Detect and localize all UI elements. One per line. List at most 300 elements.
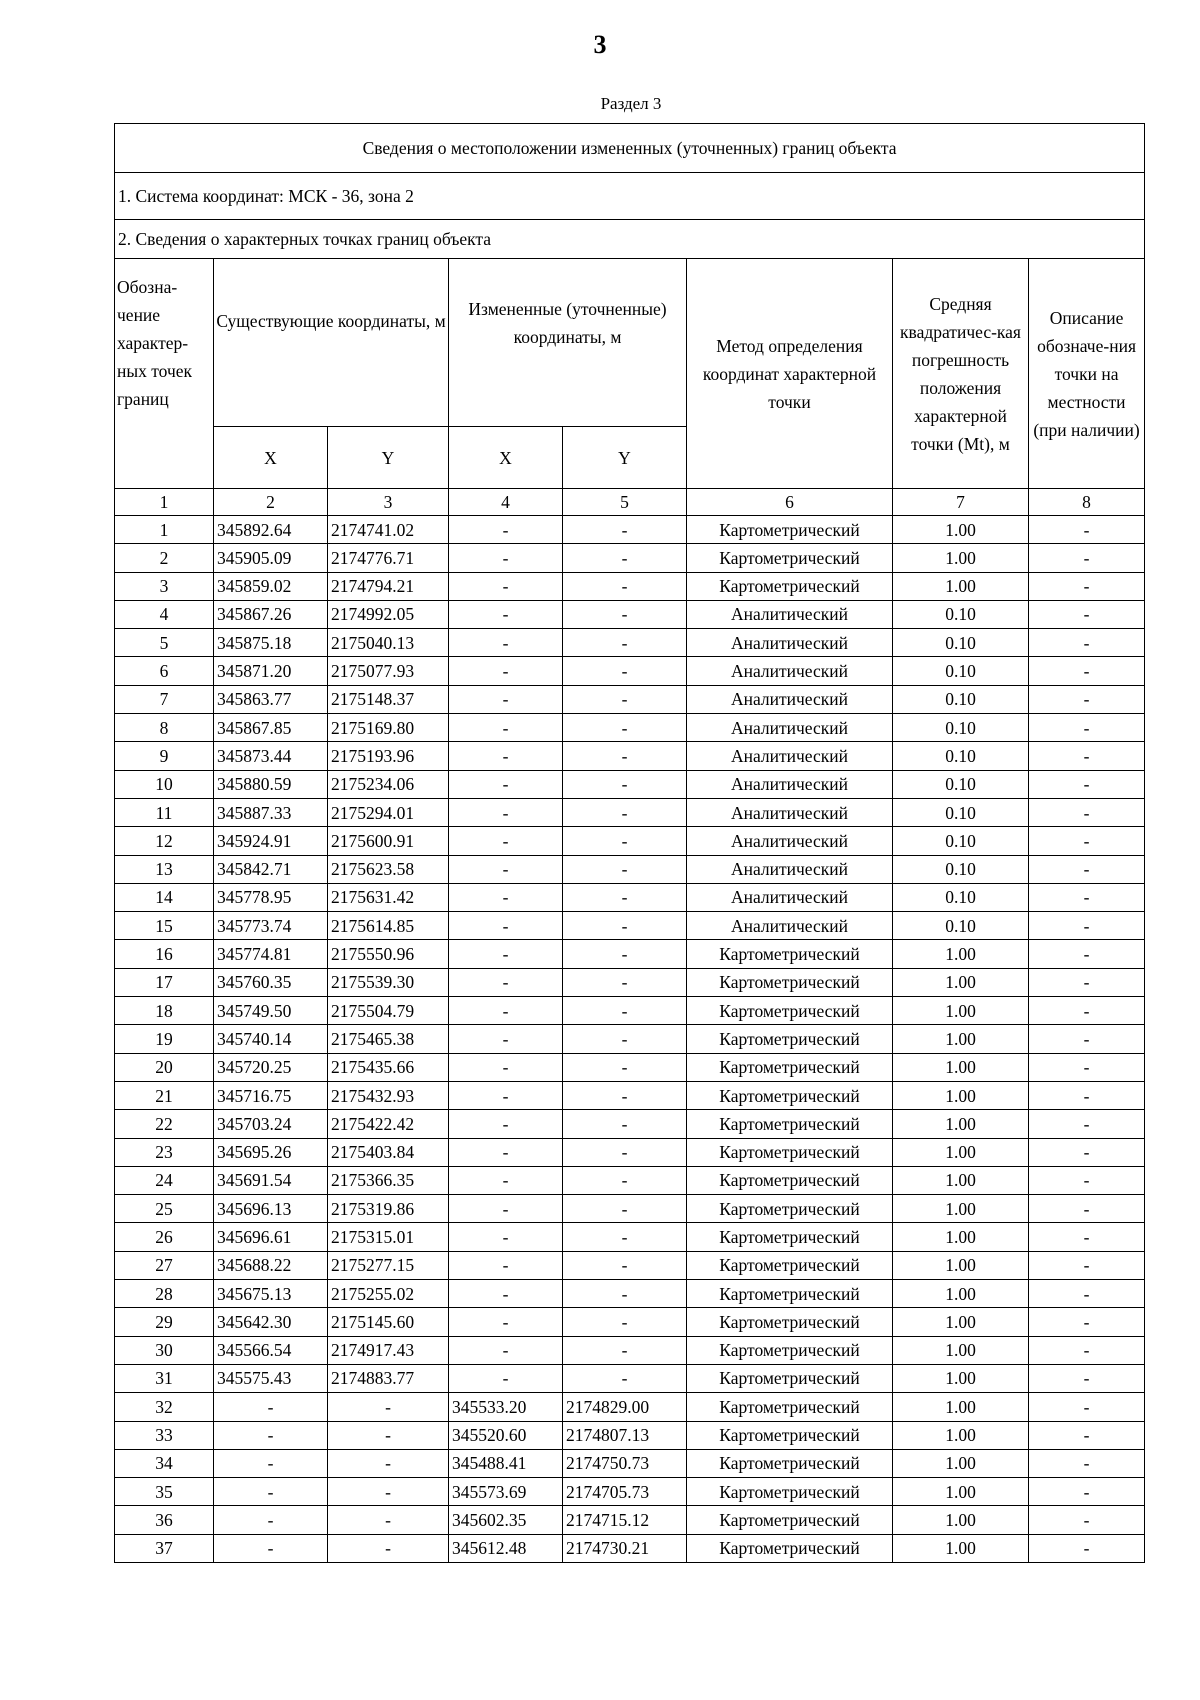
existing-y: 2175315.01	[328, 1223, 449, 1251]
mean-error: 0.10	[893, 770, 1029, 798]
changed-y: -	[563, 1081, 687, 1109]
existing-x: 345871.20	[214, 657, 328, 685]
changed-x: -	[449, 1280, 563, 1308]
changed-y: -	[563, 516, 687, 544]
table-row	[115, 798, 1145, 826]
existing-y: 2175465.38	[328, 1025, 449, 1053]
changed-x: -	[449, 883, 563, 911]
existing-x: -	[214, 1393, 328, 1421]
header-changed-coordinates: Измененные (уточненные) координаты, м	[449, 259, 687, 427]
description: -	[1029, 572, 1145, 600]
existing-y: 2175600.91	[328, 827, 449, 855]
table-row	[115, 1138, 1145, 1166]
point-id: 22	[115, 1110, 214, 1138]
description: -	[1029, 544, 1145, 572]
point-id: 29	[115, 1308, 214, 1336]
description: -	[1029, 827, 1145, 855]
changed-y: 2174750.73	[563, 1449, 687, 1477]
existing-x: 345740.14	[214, 1025, 328, 1053]
column-number-row	[115, 489, 1145, 516]
header-existing-coordinates: Существующие координаты, м	[214, 259, 449, 427]
table-row	[115, 714, 1145, 742]
mean-error: 1.00	[893, 1336, 1029, 1364]
existing-y: 2174992.05	[328, 600, 449, 628]
table-row	[115, 1393, 1145, 1421]
point-id: 18	[115, 997, 214, 1025]
point-id: 1	[115, 516, 214, 544]
point-id: 6	[115, 657, 214, 685]
changed-x: -	[449, 1166, 563, 1194]
point-id: 12	[115, 827, 214, 855]
existing-y: -	[328, 1421, 449, 1449]
existing-y: 2174794.21	[328, 572, 449, 600]
table-row	[115, 1223, 1145, 1251]
method: Картометрический	[687, 1534, 893, 1562]
description: -	[1029, 1364, 1145, 1392]
table-row	[115, 600, 1145, 628]
mean-error: 1.00	[893, 1280, 1029, 1308]
existing-y: 2175539.30	[328, 968, 449, 996]
point-id: 35	[115, 1478, 214, 1506]
existing-y: 2175277.15	[328, 1251, 449, 1279]
table-row	[115, 1081, 1145, 1109]
existing-y: 2175623.58	[328, 855, 449, 883]
header-error: Средняя квадратичес-кая погрешность положения характерной точки (Mt), м	[893, 259, 1029, 489]
mean-error: 1.00	[893, 1393, 1029, 1421]
point-id: 36	[115, 1506, 214, 1534]
mean-error: 0.10	[893, 883, 1029, 911]
existing-x: -	[214, 1534, 328, 1562]
point-id: 32	[115, 1393, 214, 1421]
method: Картометрический	[687, 544, 893, 572]
existing-y: 2175631.42	[328, 883, 449, 911]
changed-y: -	[563, 1308, 687, 1336]
point-id: 3	[115, 572, 214, 600]
description: -	[1029, 1110, 1145, 1138]
column-number: 1	[115, 489, 214, 516]
changed-x: 345488.41	[449, 1449, 563, 1477]
description: -	[1029, 1138, 1145, 1166]
description: -	[1029, 629, 1145, 657]
method: Картометрический	[687, 1449, 893, 1477]
column-number: 8	[1029, 489, 1145, 516]
table-row	[115, 883, 1145, 911]
description: -	[1029, 940, 1145, 968]
description: -	[1029, 742, 1145, 770]
changed-x: -	[449, 1223, 563, 1251]
changed-x: -	[449, 1195, 563, 1223]
description: -	[1029, 1081, 1145, 1109]
mean-error: 1.00	[893, 997, 1029, 1025]
point-id: 20	[115, 1053, 214, 1081]
changed-x: 345533.20	[449, 1393, 563, 1421]
table-row	[115, 912, 1145, 940]
changed-x: -	[449, 1308, 563, 1336]
existing-y: 2175234.06	[328, 770, 449, 798]
mean-error: 1.00	[893, 1534, 1029, 1562]
changed-x: -	[449, 855, 563, 883]
existing-y: 2175148.37	[328, 685, 449, 713]
column-number: 5	[563, 489, 687, 516]
method: Картометрический	[687, 1025, 893, 1053]
point-id: 37	[115, 1534, 214, 1562]
column-number: 4	[449, 489, 563, 516]
description: -	[1029, 1506, 1145, 1534]
table-row	[115, 1449, 1145, 1477]
description: -	[1029, 1280, 1145, 1308]
table-row	[115, 516, 1145, 544]
method: Аналитический	[687, 657, 893, 685]
changed-x: 345612.48	[449, 1534, 563, 1562]
changed-x: -	[449, 827, 563, 855]
table-row	[115, 544, 1145, 572]
table-title: Сведения о местоположении измененных (уточненных) границ объекта	[115, 124, 1145, 173]
changed-x: -	[449, 1025, 563, 1053]
mean-error: 1.00	[893, 1251, 1029, 1279]
changed-y: -	[563, 1025, 687, 1053]
table-row	[115, 968, 1145, 996]
changed-y: -	[563, 997, 687, 1025]
changed-y: -	[563, 912, 687, 940]
changed-y: -	[563, 1364, 687, 1392]
method: Картометрический	[687, 1195, 893, 1223]
point-id: 23	[115, 1138, 214, 1166]
table-row	[115, 1308, 1145, 1336]
existing-x: 345675.13	[214, 1280, 328, 1308]
existing-y: -	[328, 1393, 449, 1421]
mean-error: 1.00	[893, 516, 1029, 544]
description: -	[1029, 1449, 1145, 1477]
changed-y: -	[563, 1223, 687, 1251]
description: -	[1029, 600, 1145, 628]
method: Картометрический	[687, 1138, 893, 1166]
changed-y: -	[563, 883, 687, 911]
header-y-changed: Y	[563, 427, 687, 489]
existing-x: 345924.91	[214, 827, 328, 855]
coordinate-system: 1. Система координат: МСК - 36, зона 2	[115, 173, 1145, 220]
method: Аналитический	[687, 798, 893, 826]
changed-x: -	[449, 629, 563, 657]
method: Картометрический	[687, 1081, 893, 1109]
table-row	[115, 1251, 1145, 1279]
existing-x: 345691.54	[214, 1166, 328, 1194]
changed-y: -	[563, 685, 687, 713]
existing-y: -	[328, 1534, 449, 1562]
changed-y: -	[563, 544, 687, 572]
changed-y: -	[563, 572, 687, 600]
description: -	[1029, 798, 1145, 826]
column-number: 2	[214, 489, 328, 516]
point-id: 17	[115, 968, 214, 996]
point-id: 15	[115, 912, 214, 940]
mean-error: 0.10	[893, 798, 1029, 826]
changed-y: -	[563, 798, 687, 826]
existing-x: -	[214, 1421, 328, 1449]
existing-x: 345863.77	[214, 685, 328, 713]
existing-y: 2175422.42	[328, 1110, 449, 1138]
mean-error: 1.00	[893, 1081, 1029, 1109]
method: Аналитический	[687, 770, 893, 798]
table-row	[115, 629, 1145, 657]
existing-y: 2174776.71	[328, 544, 449, 572]
changed-x: -	[449, 1110, 563, 1138]
changed-y: 2174715.12	[563, 1506, 687, 1534]
existing-y: 2175432.93	[328, 1081, 449, 1109]
point-id: 11	[115, 798, 214, 826]
mean-error: 1.00	[893, 1364, 1029, 1392]
method: Аналитический	[687, 912, 893, 940]
point-id: 4	[115, 600, 214, 628]
existing-x: 345688.22	[214, 1251, 328, 1279]
point-id: 13	[115, 855, 214, 883]
section-label: Раздел 3	[600, 94, 662, 113]
changed-y: -	[563, 1195, 687, 1223]
changed-y: 2174730.21	[563, 1534, 687, 1562]
method: Картометрический	[687, 1506, 893, 1534]
mean-error: 1.00	[893, 1223, 1029, 1251]
existing-y: 2175193.96	[328, 742, 449, 770]
existing-x: 345880.59	[214, 770, 328, 798]
existing-x: 345778.95	[214, 883, 328, 911]
method: Картометрический	[687, 1110, 893, 1138]
mean-error: 1.00	[893, 1166, 1029, 1194]
existing-y: 2175550.96	[328, 940, 449, 968]
changed-x: -	[449, 770, 563, 798]
existing-x: -	[214, 1478, 328, 1506]
method: Аналитический	[687, 685, 893, 713]
mean-error: 0.10	[893, 657, 1029, 685]
method: Картометрический	[687, 1166, 893, 1194]
point-id: 14	[115, 883, 214, 911]
changed-x: -	[449, 968, 563, 996]
changed-y: -	[563, 1251, 687, 1279]
point-id: 28	[115, 1280, 214, 1308]
changed-y: -	[563, 600, 687, 628]
changed-y: 2174829.00	[563, 1393, 687, 1421]
changed-y: -	[563, 1166, 687, 1194]
table-row	[115, 1421, 1145, 1449]
point-id: 2	[115, 544, 214, 572]
existing-y: 2175403.84	[328, 1138, 449, 1166]
point-id: 7	[115, 685, 214, 713]
existing-y: 2175504.79	[328, 997, 449, 1025]
mean-error: 0.10	[893, 600, 1029, 628]
changed-x: -	[449, 742, 563, 770]
changed-y: -	[563, 742, 687, 770]
existing-x: 345749.50	[214, 997, 328, 1025]
table-row	[115, 1506, 1145, 1534]
method: Аналитический	[687, 629, 893, 657]
description: -	[1029, 714, 1145, 742]
changed-y: -	[563, 1138, 687, 1166]
table-row	[115, 1336, 1145, 1364]
point-id: 5	[115, 629, 214, 657]
description: -	[1029, 1053, 1145, 1081]
changed-x: -	[449, 912, 563, 940]
changed-x: -	[449, 997, 563, 1025]
mean-error: 1.00	[893, 1195, 1029, 1223]
method: Аналитический	[687, 714, 893, 742]
point-id: 16	[115, 940, 214, 968]
table-row	[115, 572, 1145, 600]
changed-y: -	[563, 1280, 687, 1308]
column-number: 6	[687, 489, 893, 516]
existing-y: -	[328, 1449, 449, 1477]
changed-y: -	[563, 940, 687, 968]
existing-x: 345905.09	[214, 544, 328, 572]
points-heading: 2. Сведения о характерных точках границ объекта	[115, 220, 1145, 259]
point-id: 30	[115, 1336, 214, 1364]
mean-error: 0.10	[893, 714, 1029, 742]
table-row	[115, 997, 1145, 1025]
existing-x: 345575.43	[214, 1364, 328, 1392]
existing-x: 345867.26	[214, 600, 328, 628]
existing-y: 2175040.13	[328, 629, 449, 657]
changed-x: 345520.60	[449, 1421, 563, 1449]
table-row	[115, 1166, 1145, 1194]
header-method: Метод определения координат характерной точки	[687, 259, 893, 489]
existing-x: 345720.25	[214, 1053, 328, 1081]
header-x-existing: X	[214, 427, 328, 489]
table-body	[115, 516, 1145, 1563]
changed-y: -	[563, 827, 687, 855]
description: -	[1029, 1336, 1145, 1364]
mean-error: 0.10	[893, 742, 1029, 770]
existing-y: 2175294.01	[328, 798, 449, 826]
description: -	[1029, 685, 1145, 713]
existing-x: 345773.74	[214, 912, 328, 940]
mean-error: 0.10	[893, 855, 1029, 883]
changed-x: 345573.69	[449, 1478, 563, 1506]
mean-error: 1.00	[893, 1138, 1029, 1166]
method: Картометрический	[687, 1308, 893, 1336]
table-row	[115, 940, 1145, 968]
existing-x: 345873.44	[214, 742, 328, 770]
description: -	[1029, 1223, 1145, 1251]
point-id: 24	[115, 1166, 214, 1194]
changed-y: -	[563, 968, 687, 996]
point-id: 26	[115, 1223, 214, 1251]
changed-y: -	[563, 657, 687, 685]
existing-y: -	[328, 1506, 449, 1534]
point-id: 25	[115, 1195, 214, 1223]
mean-error: 0.10	[893, 827, 1029, 855]
table-row	[115, 770, 1145, 798]
changed-y: -	[563, 770, 687, 798]
method: Аналитический	[687, 827, 893, 855]
method: Картометрический	[687, 1393, 893, 1421]
description: -	[1029, 997, 1145, 1025]
changed-x: -	[449, 657, 563, 685]
description: -	[1029, 1421, 1145, 1449]
existing-x: 345696.61	[214, 1223, 328, 1251]
mean-error: 1.00	[893, 572, 1029, 600]
point-id: 34	[115, 1449, 214, 1477]
column-number: 7	[893, 489, 1029, 516]
existing-x: 345716.75	[214, 1081, 328, 1109]
description: -	[1029, 1251, 1145, 1279]
changed-x: -	[449, 1364, 563, 1392]
changed-x: -	[449, 1251, 563, 1279]
existing-x: 345760.35	[214, 968, 328, 996]
boundary-points-table	[114, 123, 1145, 1563]
description: -	[1029, 1393, 1145, 1421]
method: Картометрический	[687, 516, 893, 544]
changed-x: -	[449, 1138, 563, 1166]
point-id: 33	[115, 1421, 214, 1449]
method: Картометрический	[687, 1053, 893, 1081]
existing-y: 2175255.02	[328, 1280, 449, 1308]
method: Картометрический	[687, 1364, 893, 1392]
column-number: 3	[328, 489, 449, 516]
mean-error: 1.00	[893, 1308, 1029, 1336]
description: -	[1029, 1308, 1145, 1336]
changed-x: -	[449, 600, 563, 628]
method: Картометрический	[687, 968, 893, 996]
changed-x: -	[449, 1081, 563, 1109]
point-id: 10	[115, 770, 214, 798]
existing-y: 2175169.80	[328, 714, 449, 742]
mean-error: 1.00	[893, 1478, 1029, 1506]
header-description: Описание обозначе-ния точки на местности (при наличии)	[1029, 259, 1145, 489]
description: -	[1029, 1025, 1145, 1053]
method: Картометрический	[687, 1421, 893, 1449]
changed-y: 2174705.73	[563, 1478, 687, 1506]
method: Картометрический	[687, 1251, 893, 1279]
mean-error: 1.00	[893, 1025, 1029, 1053]
method: Картометрический	[687, 997, 893, 1025]
table-row	[115, 827, 1145, 855]
method: Аналитический	[687, 742, 893, 770]
table-row	[115, 1195, 1145, 1223]
method: Картометрический	[687, 1336, 893, 1364]
existing-y: -	[328, 1478, 449, 1506]
table-row	[115, 742, 1145, 770]
existing-y: 2175614.85	[328, 912, 449, 940]
table-row	[115, 1110, 1145, 1138]
table-row	[115, 685, 1145, 713]
description: -	[1029, 1195, 1145, 1223]
changed-y: -	[563, 1053, 687, 1081]
mean-error: 1.00	[893, 1506, 1029, 1534]
table-row	[115, 855, 1145, 883]
description: -	[1029, 883, 1145, 911]
existing-y: 2175077.93	[328, 657, 449, 685]
changed-y: 2174807.13	[563, 1421, 687, 1449]
method: Картометрический	[687, 1223, 893, 1251]
mean-error: 0.10	[893, 685, 1029, 713]
mean-error: 0.10	[893, 629, 1029, 657]
point-id: 9	[115, 742, 214, 770]
header-designation: Обозна-чение характер-ных точек границ	[115, 259, 214, 489]
existing-x: 345842.71	[214, 855, 328, 883]
table-row	[115, 1053, 1145, 1081]
mean-error: 1.00	[893, 1421, 1029, 1449]
changed-y: -	[563, 1336, 687, 1364]
existing-y: 2174917.43	[328, 1336, 449, 1364]
table-row	[115, 1478, 1145, 1506]
changed-y: -	[563, 629, 687, 657]
changed-y: -	[563, 714, 687, 742]
existing-y: 2174741.02	[328, 516, 449, 544]
description: -	[1029, 855, 1145, 883]
mean-error: 1.00	[893, 544, 1029, 572]
point-id: 27	[115, 1251, 214, 1279]
table-row	[115, 1364, 1145, 1392]
method: Картометрический	[687, 572, 893, 600]
changed-x: -	[449, 714, 563, 742]
changed-x: -	[449, 685, 563, 713]
